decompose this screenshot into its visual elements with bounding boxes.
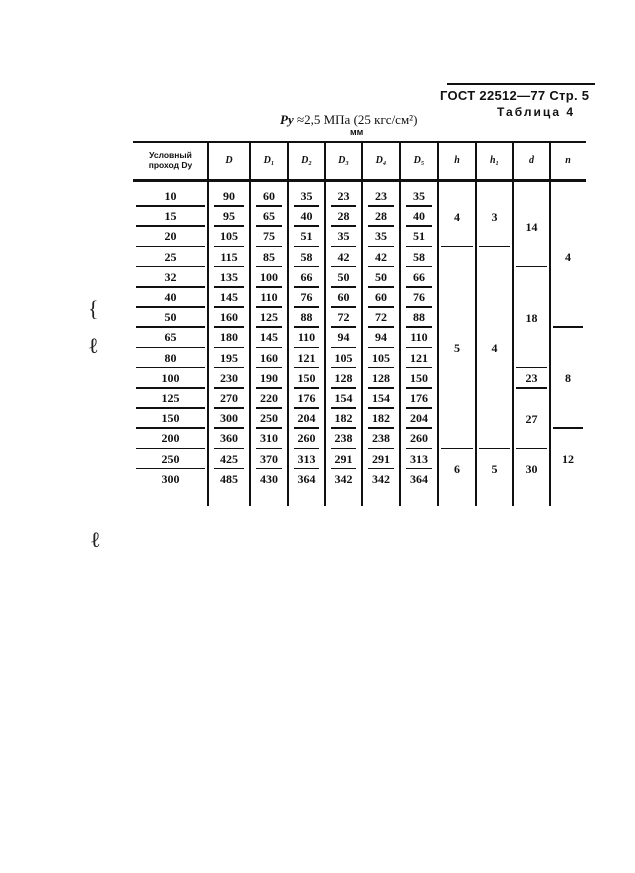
table-cell: 35 [300, 189, 313, 203]
table-number: Таблица 4 [497, 105, 576, 119]
cell-underline [331, 468, 356, 470]
table-cell: 425 [220, 451, 238, 466]
table-cell: 220 [260, 391, 278, 405]
cell-underline [331, 448, 356, 450]
cell-underline [136, 367, 205, 369]
table-cell: 35 [375, 229, 387, 244]
cell-underline [256, 225, 282, 227]
cell-underline [368, 286, 394, 288]
table-cell: 121 [410, 350, 428, 365]
cell-underline [368, 306, 394, 308]
cell-underline [136, 266, 205, 268]
table-cell: 150 [297, 370, 316, 385]
cell-underline [294, 266, 319, 268]
cell-underline [256, 205, 282, 207]
cell-underline [214, 407, 244, 409]
table-cell: 23 [337, 189, 350, 203]
table-cell: 260 [297, 431, 316, 446]
cell-underline [406, 225, 432, 227]
table-cell: 128 [334, 370, 353, 385]
cell-underline [214, 367, 244, 369]
cell-underline [406, 347, 432, 349]
table-cell: 51 [300, 229, 313, 244]
cell-underline [294, 286, 319, 288]
merged-cell-h: 4 [454, 209, 460, 224]
table-cell: 105 [334, 350, 353, 365]
table-cell: 28 [375, 209, 387, 224]
column-header: Условный проход Dу [148, 150, 193, 170]
cell-underline [331, 387, 356, 389]
cell-underline [136, 407, 205, 409]
cell-underline [214, 246, 244, 248]
cell-underline [406, 427, 432, 429]
merged-cell-d: 23 [525, 371, 538, 386]
table-cell: 60 [263, 189, 275, 203]
pressure-symbol: Pу [280, 112, 294, 127]
column-header: h [454, 154, 460, 166]
table-cell: 35 [413, 189, 425, 203]
cell-underline [256, 468, 282, 470]
cell-underline [136, 387, 205, 389]
cell-underline [214, 286, 244, 288]
table-cell: 66 [300, 269, 313, 284]
table-caption [280, 112, 417, 128]
table-cell: 370 [260, 451, 278, 466]
units-label: мм [350, 127, 364, 137]
cell-underline [256, 407, 282, 409]
table-cell: 230 [220, 370, 238, 385]
cell-underline [256, 448, 282, 450]
table-cell: 250 [260, 411, 278, 426]
cell-underline [256, 286, 282, 288]
cell-underline [294, 205, 319, 207]
table-cell: 50 [375, 269, 387, 284]
nominal-size-cell: 100 [161, 370, 180, 385]
cell-underline [214, 427, 244, 429]
cell-underline [368, 246, 394, 248]
table-cell: 50 [337, 269, 350, 284]
cell-underline [294, 387, 319, 389]
table-cell: 176 [410, 391, 428, 405]
nominal-size-cell: 250 [161, 451, 180, 466]
header-rule [447, 83, 595, 85]
cell-underline [294, 225, 319, 227]
cell-underline [136, 306, 205, 308]
table-cell: 65 [263, 209, 275, 224]
nominal-size-cell: 300 [161, 471, 180, 486]
cell-underline [368, 407, 394, 409]
nominal-size-cell: 40 [164, 290, 177, 304]
table-cell: 135 [220, 269, 238, 284]
table-cell: 88 [300, 310, 313, 325]
cell-underline [294, 367, 319, 369]
table-cell: 95 [223, 209, 235, 224]
nominal-size-cell: 200 [161, 431, 180, 446]
table-cell: 342 [372, 471, 390, 486]
table-cell: 313 [297, 451, 316, 466]
scan-mark: ℓ [90, 527, 101, 552]
cell-underline [294, 468, 319, 470]
cell-underline [214, 306, 244, 308]
cell-underline [368, 326, 394, 328]
cell-underline [406, 367, 432, 369]
table-cell: 291 [334, 451, 353, 466]
cell-underline [214, 448, 244, 450]
merged-cell-n: 12 [562, 452, 574, 467]
cell-underline [406, 387, 432, 389]
table-cell: 204 [297, 411, 316, 426]
table-cell: 42 [375, 249, 387, 264]
table-cell: 125 [260, 310, 278, 325]
cell-underline [331, 225, 356, 227]
table-cell: 90 [223, 189, 235, 203]
table-cell: 160 [220, 310, 238, 325]
table-cell: 342 [334, 471, 353, 486]
table-cell: 105 [372, 350, 390, 365]
scan-mark: { [88, 296, 99, 321]
table-cell: 182 [372, 411, 390, 426]
merged-cell-h1: 3 [491, 209, 498, 224]
table-cell: 430 [260, 471, 278, 486]
nominal-size-cell: 80 [164, 350, 177, 365]
table-cell: 313 [410, 451, 428, 466]
table-cell: 60 [337, 290, 350, 304]
cell-underline [406, 286, 432, 288]
nominal-size-cell: 32 [164, 269, 177, 284]
cell-underline [256, 306, 282, 308]
table-cell: 145 [260, 330, 278, 345]
nominal-size-cell: 10 [164, 189, 177, 203]
cell-underline [256, 266, 282, 268]
table-cell: 270 [220, 391, 238, 405]
cell-underline [136, 448, 205, 450]
table-cell: 364 [410, 471, 428, 486]
nominal-size-cell: 25 [164, 249, 177, 264]
table-cell: 72 [337, 310, 350, 325]
table-cell: 60 [375, 290, 387, 304]
table-cell: 180 [220, 330, 238, 345]
table-cell: 110 [410, 330, 428, 345]
table-cell: 291 [372, 451, 390, 466]
scan-mark: ℓ [88, 333, 99, 358]
nominal-size-cell: 50 [164, 310, 177, 325]
page-header: ГОСТ 22512—77 Стр. 5 [440, 88, 590, 103]
table-cell: 204 [410, 411, 428, 426]
column-header: D₂ [301, 154, 312, 166]
table-cell: 260 [410, 431, 428, 446]
cell-underline [331, 427, 356, 429]
cell-underline [214, 387, 244, 389]
cell-underline [368, 387, 394, 389]
table-cell: 195 [220, 350, 238, 365]
table-cell: 128 [372, 370, 390, 385]
table-cell: 28 [337, 209, 350, 224]
cell-underline [136, 246, 205, 248]
cell-underline [294, 326, 319, 328]
merged-cell-n: 4 [565, 250, 571, 265]
merged-cell-h1: 5 [491, 462, 498, 477]
table-cell: 66 [413, 269, 425, 284]
cell-underline [294, 427, 319, 429]
table-cell: 145 [220, 290, 238, 304]
merged-cell-d: 14 [525, 219, 538, 234]
cell-underline [136, 286, 205, 288]
table-cell: 58 [300, 249, 313, 264]
cell-underline [406, 266, 432, 268]
cell-underline [406, 306, 432, 308]
cell-underline [331, 266, 356, 268]
table-cell: 23 [375, 189, 387, 203]
cell-underline [368, 468, 394, 470]
cell-underline [331, 246, 356, 248]
table-cell: 160 [260, 350, 278, 365]
table-cell: 115 [220, 249, 238, 264]
table-cell: 76 [300, 290, 313, 304]
cell-underline [368, 347, 394, 349]
table-cell: 85 [263, 249, 275, 264]
cell-underline [136, 205, 205, 207]
cell-underline [214, 205, 244, 207]
cell-underline [331, 205, 356, 207]
table-cell: 154 [334, 391, 353, 405]
table-cell: 58 [413, 249, 425, 264]
column-header: D [225, 154, 233, 166]
cell-underline [368, 448, 394, 450]
cell-underline [406, 448, 432, 450]
cell-underline [214, 468, 244, 470]
cell-underline [331, 347, 356, 349]
table-cell: 88 [413, 310, 425, 325]
cell-underline [294, 448, 319, 450]
table-cell: 40 [413, 209, 425, 224]
cell-underline [256, 427, 282, 429]
column-header: n [565, 154, 571, 166]
table-cell: 310 [260, 431, 278, 446]
cell-underline [256, 367, 282, 369]
nominal-size-cell: 150 [161, 411, 180, 426]
nominal-size-cell: 125 [161, 391, 180, 405]
merged-cell-d: 18 [525, 310, 538, 325]
cell-underline [368, 367, 394, 369]
table-cell: 238 [372, 431, 390, 446]
cell-underline [368, 427, 394, 429]
table-cell: 150 [410, 370, 428, 385]
table-cell: 182 [334, 411, 353, 426]
cell-underline [368, 266, 394, 268]
column-header: D₃ [338, 154, 349, 166]
cell-underline [256, 387, 282, 389]
merged-cell-h: 5 [454, 341, 460, 356]
table-cell: 94 [375, 330, 387, 345]
cell-underline [136, 427, 205, 429]
merged-cell-d: 30 [525, 462, 538, 477]
table-cell: 76 [413, 290, 425, 304]
column-header: h₁ [489, 154, 500, 166]
cell-underline [406, 205, 432, 207]
table-cell: 100 [260, 269, 278, 284]
cell-underline [331, 306, 356, 308]
cell-underline [406, 407, 432, 409]
cell-underline [406, 246, 432, 248]
table-cell: 72 [375, 310, 387, 325]
table-cell: 238 [334, 431, 353, 446]
cell-underline [136, 468, 205, 470]
table-cell: 40 [300, 209, 313, 224]
cell-underline [294, 407, 319, 409]
table-cell: 105 [220, 229, 238, 244]
cell-underline [256, 246, 282, 248]
table-cell: 154 [372, 391, 390, 405]
pressure-text: ≈2,5 МПа (25 кгс/см²) [296, 112, 418, 127]
cell-underline [331, 367, 356, 369]
merged-cell-n: 8 [565, 371, 571, 386]
table-cell: 176 [297, 391, 316, 405]
cell-underline [294, 306, 319, 308]
column-header: D₄ [375, 154, 387, 166]
cell-underline [331, 407, 356, 409]
nominal-size-cell: 65 [164, 330, 177, 345]
table-cell: 110 [260, 290, 278, 304]
cell-underline [214, 326, 244, 328]
table-cell: 51 [413, 229, 425, 244]
cell-underline [294, 246, 319, 248]
table-cell: 485 [220, 471, 238, 486]
cell-underline [406, 468, 432, 470]
cell-underline [256, 347, 282, 349]
cell-underline [331, 326, 356, 328]
table-cell: 364 [297, 471, 316, 486]
table-cell: 35 [337, 229, 350, 244]
nominal-size-cell: 20 [164, 229, 177, 244]
table-cell: 94 [337, 330, 350, 345]
merged-cell-h: 6 [454, 462, 460, 477]
merged-cell-d: 27 [525, 411, 538, 426]
cell-underline [214, 347, 244, 349]
column-header: D₅ [413, 154, 425, 166]
cell-underline [136, 326, 205, 328]
cell-underline [256, 326, 282, 328]
column-header: d [529, 154, 534, 166]
column-header: D₁ [263, 154, 275, 166]
table-cell: 121 [297, 350, 316, 365]
table-cell: 42 [337, 249, 350, 264]
table-cell: 75 [263, 229, 275, 244]
merged-cell-h1: 4 [491, 341, 498, 356]
cell-underline [294, 347, 319, 349]
cell-underline [331, 286, 356, 288]
table-cell: 300 [220, 411, 238, 426]
table-cell: 110 [297, 330, 316, 345]
header-bottom-rule [133, 179, 586, 182]
cell-underline [368, 225, 394, 227]
cell-underline [136, 347, 205, 349]
cell-underline [214, 225, 244, 227]
cell-underline [136, 225, 205, 227]
cell-underline [214, 266, 244, 268]
table-cell: 360 [220, 431, 238, 446]
cell-underline [406, 326, 432, 328]
nominal-size-cell: 15 [164, 209, 177, 224]
cell-underline [368, 205, 394, 207]
table-cell: 190 [260, 370, 278, 385]
